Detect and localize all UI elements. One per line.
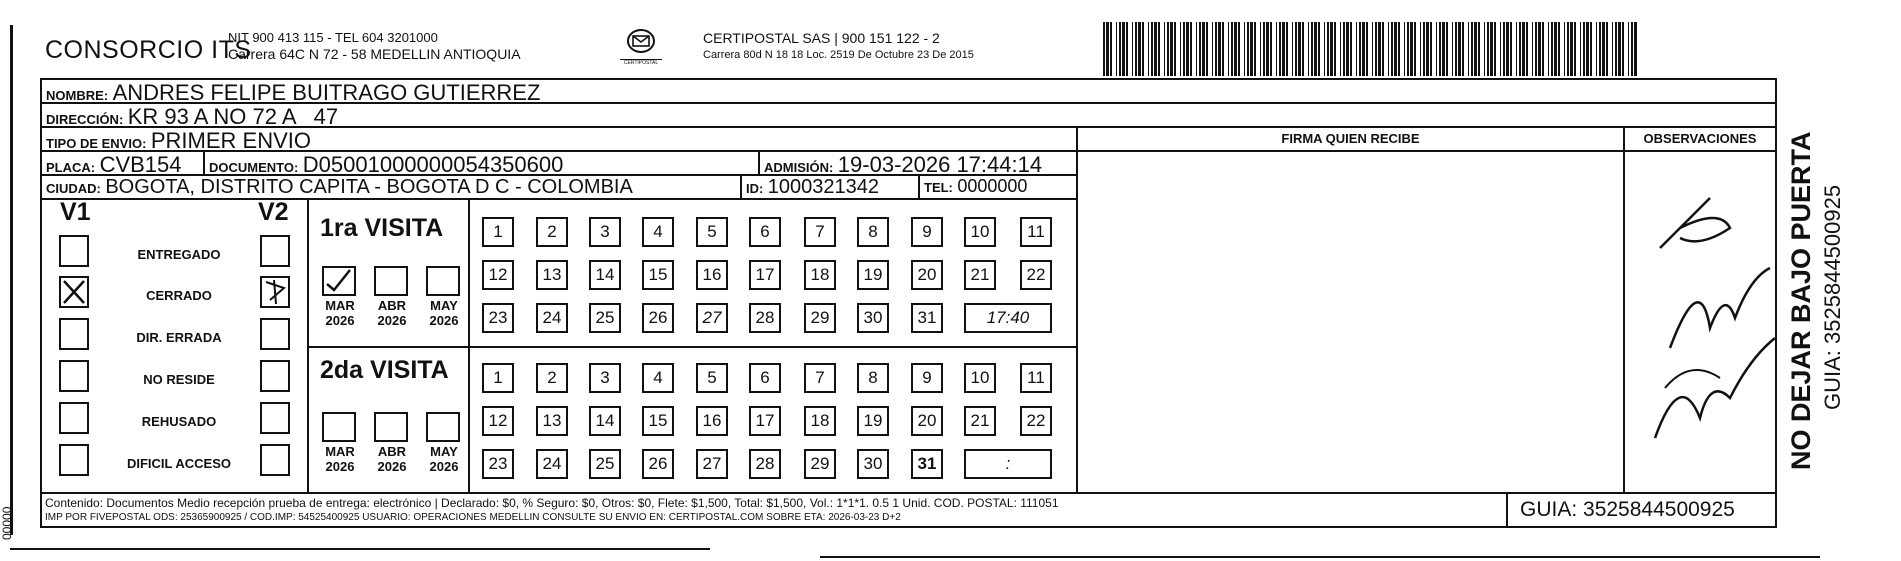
- v1-checkbox[interactable]: [59, 235, 89, 267]
- day-box[interactable]: 1: [482, 363, 514, 393]
- month-year: 2026: [429, 459, 459, 474]
- month-year: 2026: [377, 313, 407, 328]
- direccion-value: KR 93 A NO 72 A 47: [127, 104, 339, 128]
- handwritten-mark-icon: [262, 278, 288, 306]
- month-checkbox[interactable]: [322, 412, 356, 442]
- firma-area: [1076, 152, 1078, 494]
- edge-digits: 00000: [0, 506, 14, 540]
- v1-checkbox[interactable]: [59, 444, 89, 476]
- day-box[interactable]: 16: [696, 260, 728, 290]
- day-box[interactable]: 5: [696, 363, 728, 393]
- tel-value: 0000000: [957, 176, 1028, 196]
- month-name: MAR: [325, 444, 355, 459]
- day-box[interactable]: 27: [696, 303, 728, 333]
- day-box[interactable]: 31: [911, 449, 943, 479]
- day-box[interactable]: 31: [911, 303, 943, 333]
- day-box[interactable]: 21: [964, 260, 996, 290]
- time-box[interactable]: :: [964, 449, 1052, 479]
- day-box[interactable]: 29: [804, 449, 836, 479]
- day-box[interactable]: 6: [749, 217, 781, 247]
- v1-checkbox[interactable]: [59, 360, 89, 392]
- option-label: NO RESIDE: [143, 372, 215, 387]
- day-box[interactable]: 11: [1020, 217, 1052, 247]
- day-box[interactable]: 15: [642, 260, 674, 290]
- month-label: [320, 298, 360, 328]
- day-box[interactable]: 22: [1020, 260, 1052, 290]
- documento-cell: [205, 152, 760, 176]
- v1-checkbox[interactable]: [59, 318, 89, 350]
- option-label: ENTREGADO: [137, 247, 221, 262]
- day-box[interactable]: 1: [482, 217, 514, 247]
- id-value: 1000321342: [767, 176, 880, 198]
- month-year: 2026: [377, 459, 407, 474]
- day-box[interactable]: 11: [1020, 363, 1052, 393]
- id-cell: [742, 176, 920, 200]
- check-mark-icon: [324, 268, 354, 294]
- v2-checkbox[interactable]: [260, 276, 290, 308]
- tel-cell: [920, 176, 1078, 200]
- day-box[interactable]: 28: [749, 449, 781, 479]
- id-label: ID:: [746, 181, 764, 196]
- ciudad-label: CIUDAD:: [46, 181, 101, 196]
- day-box[interactable]: 8: [857, 363, 889, 393]
- month-checkbox[interactable]: [322, 266, 356, 296]
- day-box[interactable]: 6: [749, 363, 781, 393]
- v1-checkbox[interactable]: [59, 402, 89, 434]
- no-dejar-bajo-puerta: NO DEJAR BAJO PUERTA: [1786, 131, 1816, 470]
- day-box[interactable]: 12: [482, 406, 514, 436]
- month-year: 2026: [325, 459, 355, 474]
- day-box[interactable]: 20: [911, 406, 943, 436]
- v2-checkbox[interactable]: [260, 402, 290, 434]
- day-box[interactable]: 19: [857, 406, 889, 436]
- v2-checkbox[interactable]: [260, 318, 290, 350]
- day-box[interactable]: 10: [964, 363, 996, 393]
- observaciones-label: OBSERVACIONES: [1643, 131, 1757, 146]
- day-box[interactable]: 23: [482, 303, 514, 333]
- v2-checkbox[interactable]: [260, 235, 290, 267]
- day-box[interactable]: 30: [857, 303, 889, 333]
- day-box[interactable]: 4: [642, 363, 674, 393]
- day-box[interactable]: 8: [857, 217, 889, 247]
- month-name: MAY: [430, 298, 458, 313]
- logo-caption: CERTIPOSTAL: [620, 59, 662, 66]
- day-box[interactable]: 10: [964, 217, 996, 247]
- month-checkbox[interactable]: [374, 266, 408, 296]
- day-box[interactable]: 14: [589, 406, 621, 436]
- month-year: 2026: [429, 313, 459, 328]
- v2-checkbox[interactable]: [260, 444, 290, 476]
- footer-line1: Contenido: Documentos Medio recepción prueba de entrega: electrónico | Declarado: $0, % Seguro: $0, Otros: $0, Flete: $1,500, Total: $1,500, Vol.: 1*1*1. 0.5 1 Unid. COD. POSTAL: 111051: [45, 496, 1059, 510]
- month-year: 2026: [325, 313, 355, 328]
- day-box[interactable]: 12: [482, 260, 514, 290]
- day-box[interactable]: 22: [1020, 406, 1052, 436]
- v1-label: V1: [60, 198, 91, 226]
- observaciones-header: [1625, 128, 1775, 152]
- month-name: MAR: [325, 298, 355, 313]
- admision-value: 19-03-2026 17:44:14: [837, 152, 1043, 176]
- day-box[interactable]: 29: [804, 303, 836, 333]
- carrier-address: Carrera 80d N 18 18 Loc. 2519 De Octubre 23 De 2015: [703, 49, 974, 61]
- day-box[interactable]: 7: [804, 363, 836, 393]
- day-box[interactable]: 9: [911, 363, 943, 393]
- company-name: CONSORCIO ITS: [45, 36, 252, 64]
- day-box[interactable]: 28: [749, 303, 781, 333]
- visita1-label: 1ra VISITA: [320, 214, 444, 242]
- placa-value: CVB154: [99, 152, 182, 176]
- day-box[interactable]: 18: [804, 406, 836, 436]
- nombre-label: NOMBRE:: [46, 88, 109, 103]
- day-box[interactable]: 5: [696, 217, 728, 247]
- day-box[interactable]: 25: [589, 449, 621, 479]
- day-box[interactable]: 4: [642, 217, 674, 247]
- footer-guia: GUIA: 3525844500925: [1520, 498, 1735, 521]
- certipostal-logo: [620, 28, 662, 70]
- carrier-name: CERTIPOSTAL SAS | 900 151 122 - 2: [703, 30, 940, 46]
- side-guia: GUIA: 3525844500925: [1820, 184, 1845, 410]
- month-checkbox[interactable]: [374, 412, 408, 442]
- day-box[interactable]: 24: [536, 303, 568, 333]
- row-tipo-envio: [42, 128, 1078, 152]
- x-mark-icon: [61, 278, 87, 306]
- option-label: REHUSADO: [141, 414, 217, 429]
- bottom-rule-left: [10, 548, 710, 550]
- day-box[interactable]: 3: [589, 363, 621, 393]
- envelope-icon: [626, 28, 656, 54]
- month-checkbox[interactable]: [426, 412, 460, 442]
- month-label: [372, 444, 412, 474]
- v2-checkbox[interactable]: [260, 360, 290, 392]
- option-label: DIFICIL ACCESO: [126, 456, 231, 471]
- month-label: [424, 298, 464, 328]
- placa-label: PLACA:: [46, 160, 96, 175]
- row-nombre: [42, 80, 1775, 104]
- day-box[interactable]: 23: [482, 449, 514, 479]
- visita2-label: 2da VISITA: [320, 356, 449, 384]
- day-box[interactable]: 13: [536, 260, 568, 290]
- day-box[interactable]: 14: [589, 260, 621, 290]
- bottom-rule-right: [820, 556, 1820, 558]
- tipo-envio-value: PRIMER ENVIO: [150, 128, 311, 152]
- day-box[interactable]: 13: [536, 406, 568, 436]
- day-box[interactable]: 21: [964, 406, 996, 436]
- month-name: MAY: [430, 444, 458, 459]
- time-box[interactable]: 17:40: [964, 303, 1052, 333]
- visita-divider-horizontal: [307, 346, 1078, 348]
- firma-label: FIRMA QUIEN RECIBE: [1281, 131, 1420, 146]
- day-box[interactable]: 7: [804, 217, 836, 247]
- day-box[interactable]: 25: [589, 303, 621, 333]
- day-box[interactable]: 2: [536, 363, 568, 393]
- day-box[interactable]: 19: [857, 260, 889, 290]
- day-box[interactable]: 9: [911, 217, 943, 247]
- handwritten-signature: [1640, 188, 1780, 458]
- month-checkbox[interactable]: [426, 266, 460, 296]
- day-box[interactable]: 20: [911, 260, 943, 290]
- documento-value: D05001000000054350600: [302, 152, 564, 176]
- month-name: ABR: [377, 444, 407, 459]
- ciudad-value: BOGOTA, DISTRITO CAPITA - BOGOTA D C - COLOMBIA: [105, 176, 633, 198]
- day-box[interactable]: 26: [642, 303, 674, 333]
- option-label: CERRADO: [146, 288, 212, 303]
- option-label: DIR. ERRADA: [136, 330, 222, 345]
- placa-cell: [42, 152, 205, 176]
- direccion-label: DIRECCIÓN:: [46, 112, 124, 127]
- observaciones-area: [1623, 152, 1625, 494]
- day-box[interactable]: 3: [589, 217, 621, 247]
- admision-cell: [760, 152, 1078, 176]
- month-label: [424, 444, 464, 474]
- footer-divider: [40, 492, 1777, 494]
- day-box[interactable]: 18: [804, 260, 836, 290]
- left-edge-line: [10, 25, 13, 535]
- company-nit: NIT 900 413 115 - TEL 604 3201000: [228, 30, 438, 45]
- day-box[interactable]: 17: [749, 260, 781, 290]
- day-box[interactable]: 17: [749, 406, 781, 436]
- firma-header: [1078, 128, 1625, 152]
- day-box[interactable]: 16: [696, 406, 728, 436]
- v2-label: V2: [258, 198, 289, 226]
- tipo-envio-label: TIPO DE ENVIO:: [46, 136, 147, 151]
- nombre-value: ANDRES FELIPE BUITRAGO GUTIERREZ: [112, 80, 541, 104]
- documento-label: DOCUMENTO:: [209, 160, 299, 175]
- day-box[interactable]: 15: [642, 406, 674, 436]
- month-label: [320, 444, 360, 474]
- day-box[interactable]: 24: [536, 449, 568, 479]
- tel-label: TEL:: [924, 180, 953, 195]
- day-box[interactable]: 27: [696, 449, 728, 479]
- ciudad-cell: [42, 176, 742, 200]
- day-box[interactable]: 2: [536, 217, 568, 247]
- month-label: [372, 298, 412, 328]
- day-box[interactable]: 26: [642, 449, 674, 479]
- barcode: [1103, 22, 1640, 76]
- footer-line2: IMP POR FIVEPOSTAL ODS: 25365900925 / COD.IMP: 54525400925 USUARIO: OPERACIONES MEDELLIN CONSULTE SU ENVIO EN: CERTIPOSTAL.COM SOBRE ETA: 2026-03-23 D+2: [45, 512, 901, 523]
- day-box[interactable]: 30: [857, 449, 889, 479]
- month-name: ABR: [377, 298, 407, 313]
- company-address: Carrera 64C N 72 - 58 MEDELLIN ANTIOQUIA: [228, 46, 521, 62]
- row-direccion: [42, 104, 1775, 128]
- footer-guia-divider: [1506, 492, 1508, 526]
- v1-checkbox[interactable]: [59, 276, 89, 308]
- admision-label: ADMISIÓN:: [764, 160, 834, 175]
